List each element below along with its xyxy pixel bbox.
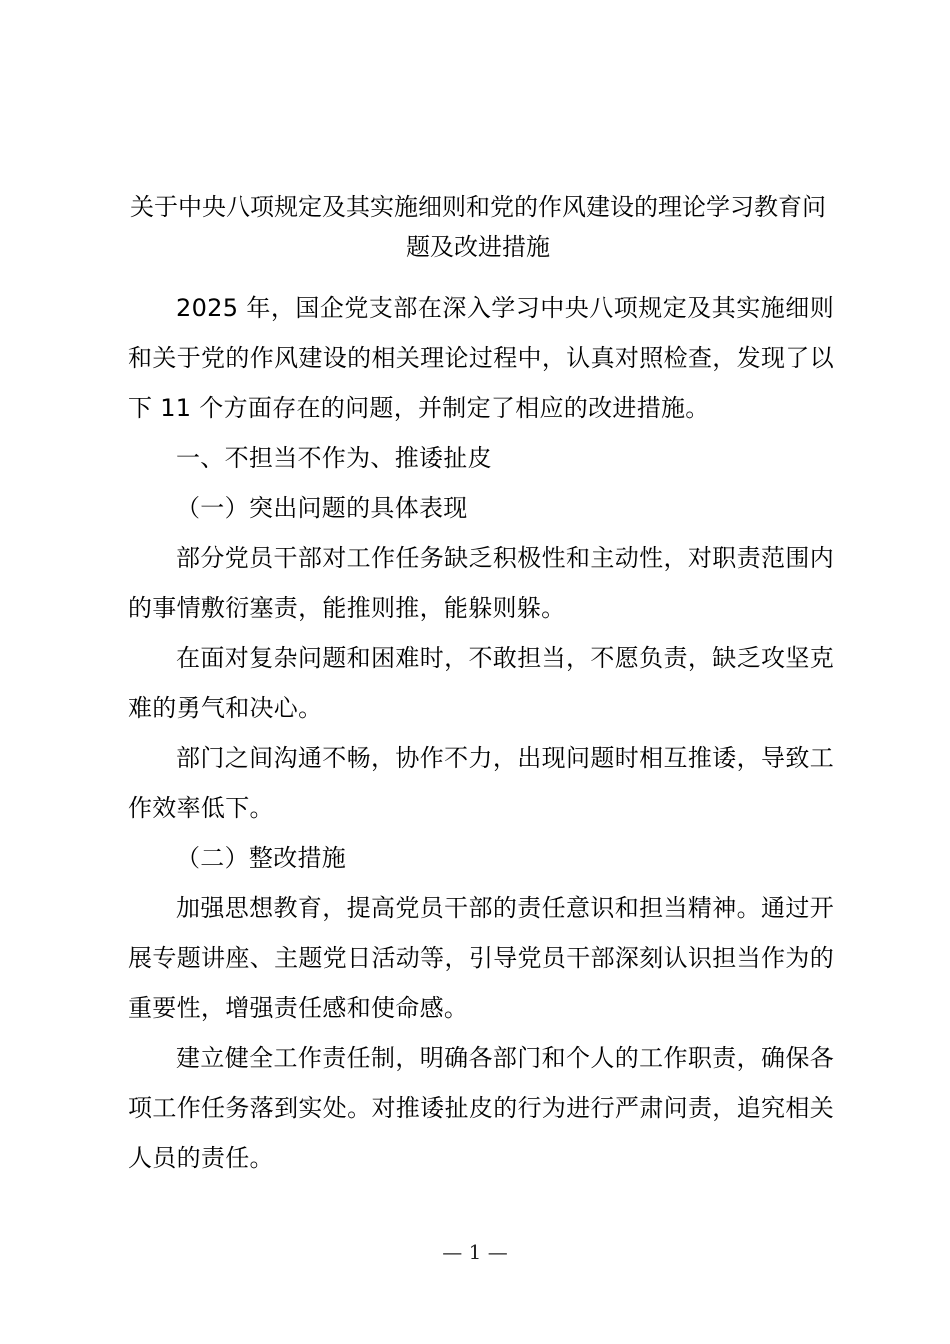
page-number: — 1 —: [442, 1240, 508, 1264]
measure-paragraph-2: 建立健全工作责任制，明确各部门和个人的工作职责，确保各项工作任务落到实处。对推诿扯皮的行为进行严肃问责，追究相关人员的责任。: [128, 1044, 834, 1172]
problem-paragraph-1: 部分党员干部对工作任务缺乏积极性和主动性，对职责范围内的事情敷衍塞责，能推则推，能躲则躲。: [128, 544, 834, 622]
measure-paragraph-1: 加强思想教育，提高党员干部的责任意识和担当精神。通过开展专题讲座、主题党日活动等，引导党员干部深刻认识担当作为的重要性，增强责任感和使命感。: [128, 894, 834, 1022]
problem-paragraph-3: 部门之间沟通不畅，协作不力，出现问题时相互推诿，导致工作效率低下。: [128, 744, 834, 822]
section-heading-1: 一、不担当不作为、推诿扯皮: [176, 444, 492, 472]
document-body: [128, 283, 834, 1183]
intro-paragraph: 2025 年，国企党支部在深入学习中央八项规定及其实施细则和关于党的作风建设的相关理论过程中，认真对照检查，发现了以下 11 个方面存在的问题，并制定了相应的改进措施。: [128, 294, 834, 422]
document-title: 关于中央八项规定及其实施细则和党的作风建设的理论学习教育问题及改进措施: [130, 193, 826, 261]
subsection-heading-2: （二）整改措施: [176, 844, 347, 872]
problem-paragraph-2: 在面对复杂问题和困难时，不敢担当，不愿负责，缺乏攻坚克难的勇气和决心。: [128, 644, 834, 722]
subsection-heading-1: （一）突出问题的具体表现: [176, 494, 468, 522]
